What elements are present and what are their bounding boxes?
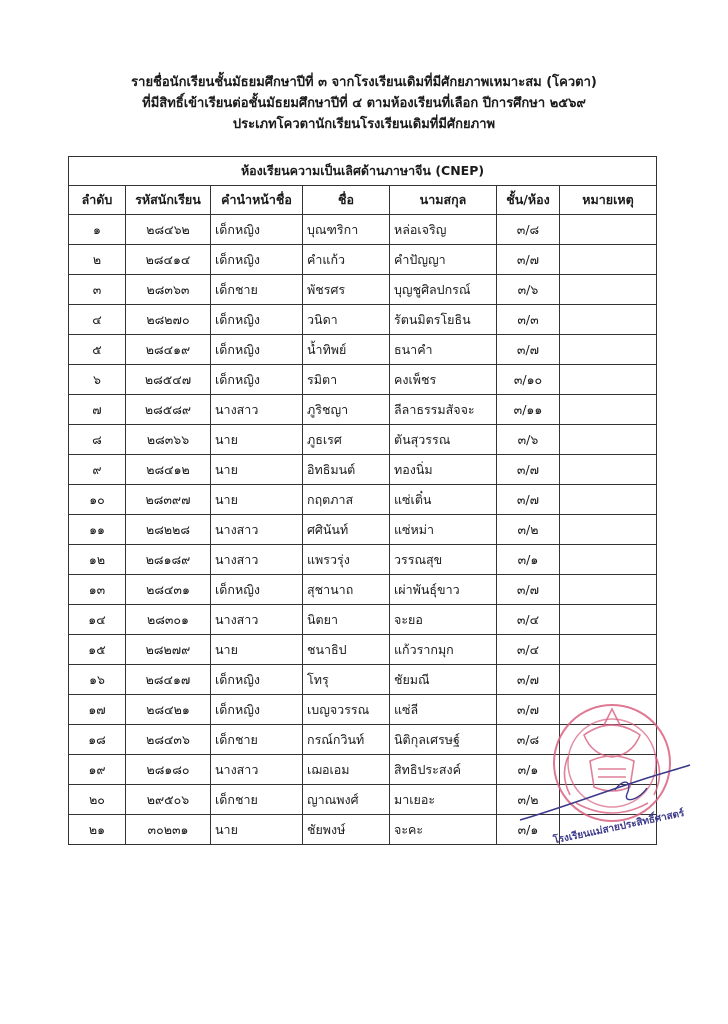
table-row [69, 275, 657, 305]
cell-surname: คำปัญญา [390, 245, 497, 275]
col-header-surname: นามสกุล [390, 186, 497, 215]
cell-prefix: เด็กหญิง [211, 575, 303, 605]
cell-class: ๓/๑๐ [497, 365, 560, 395]
cell-no: ๑๙ [69, 755, 126, 785]
cell-surname: สิทธิประสงค์ [390, 755, 497, 785]
seal-caption: โรงเรียนแม่สายประสิทธิ์ศาสตร์ [552, 807, 686, 847]
cell-first-name: แพรวรุ่ง [303, 545, 390, 575]
cell-student-id: ๒๘๕๔๗ [126, 365, 211, 395]
cell-first-name: รมิตา [303, 365, 390, 395]
cell-prefix: นางสาว [211, 395, 303, 425]
cell-no: ๖ [69, 365, 126, 395]
document-heading [0, 72, 728, 135]
cell-note [560, 665, 657, 695]
cell-no: ๑๑ [69, 515, 126, 545]
cell-surname: แซ่หม่า [390, 515, 497, 545]
cell-class: ๓/๘ [497, 215, 560, 245]
cell-class: ๓/๑ [497, 755, 560, 785]
cell-no: ๒ [69, 245, 126, 275]
cell-prefix: นาย [211, 425, 303, 455]
table-row [69, 425, 657, 455]
cell-surname: ทองนิ่ม [390, 455, 497, 485]
cell-student-id: ๒๘๒๗๙ [126, 635, 211, 665]
cell-student-id: ๒๘๒๗๐ [126, 305, 211, 335]
cell-student-id: ๒๘๔๒๑ [126, 695, 211, 725]
cell-student-id: ๒๘๔๖๒ [126, 215, 211, 245]
cell-student-id: ๒๘๔๑๙ [126, 335, 211, 365]
cell-first-name: ชนาธิป [303, 635, 390, 665]
cell-student-id: ๒๘๓๖๖ [126, 425, 211, 455]
cell-no: ๑๘ [69, 725, 126, 755]
cell-student-id: ๒๘๔๓๖ [126, 725, 211, 755]
table-row [69, 455, 657, 485]
table-row [69, 335, 657, 365]
cell-first-name: กรณ์กวินท์ [303, 725, 390, 755]
cell-first-name: เฌอเอม [303, 755, 390, 785]
cell-first-name: เบญจวรรณ [303, 695, 390, 725]
cell-no: ๒๐ [69, 785, 126, 815]
cell-student-id: ๒๘๑๘๐ [126, 755, 211, 785]
col-header-prefix: คำนำหน้าชื่อ [211, 186, 303, 215]
cell-class: ๓/๒ [497, 515, 560, 545]
table-row [69, 215, 657, 245]
table-row [69, 665, 657, 695]
cell-prefix: เด็กหญิง [211, 365, 303, 395]
cell-student-id: ๒๘๓๖๓ [126, 275, 211, 305]
cell-first-name: น้ำทิพย์ [303, 335, 390, 365]
cell-class: ๓/๑ [497, 815, 560, 845]
table-row [69, 605, 657, 635]
cell-note [560, 365, 657, 395]
cell-prefix: เด็กหญิง [211, 695, 303, 725]
cell-first-name: ศศินันท์ [303, 515, 390, 545]
table-row [69, 365, 657, 395]
cell-no: ๔ [69, 305, 126, 335]
cell-prefix: นาย [211, 815, 303, 845]
cell-student-id: ๒๘๒๒๘ [126, 515, 211, 545]
cell-class: ๓/๗ [497, 575, 560, 605]
cell-prefix: นางสาว [211, 545, 303, 575]
cell-surname: ธนาคำ [390, 335, 497, 365]
table-row [69, 305, 657, 335]
cell-prefix: นาย [211, 485, 303, 515]
cell-first-name: ภูริชญา [303, 395, 390, 425]
cell-surname: ชัยมณี [390, 665, 497, 695]
cell-class: ๓/๗ [497, 485, 560, 515]
cell-note [560, 335, 657, 365]
col-header-note: หมายเหตุ [560, 186, 657, 215]
cell-no: ๑๒ [69, 545, 126, 575]
cell-first-name: กฤตภาส [303, 485, 390, 515]
cell-note [560, 545, 657, 575]
cell-surname: รัตนมิตรโยธิน [390, 305, 497, 335]
cell-surname: ตันสุวรรณ [390, 425, 497, 455]
cell-no: ๑๐ [69, 485, 126, 515]
cell-student-id: ๒๘๑๘๙ [126, 545, 211, 575]
cell-surname: เผ่าพันธุ์ขาว [390, 575, 497, 605]
table-row [69, 515, 657, 545]
cell-class: ๓/๗ [497, 335, 560, 365]
cell-note [560, 245, 657, 275]
table-row [69, 395, 657, 425]
cell-prefix: เด็กหญิง [211, 335, 303, 365]
cell-student-id: ๒๘๔๑๗ [126, 665, 211, 695]
cell-class: ๓/๗ [497, 665, 560, 695]
cell-surname: มาเยอะ [390, 785, 497, 815]
cell-no: ๑๖ [69, 665, 126, 695]
cell-surname: บุญชูศิลปกรณ์ [390, 275, 497, 305]
cell-first-name: สุชานาถ [303, 575, 390, 605]
cell-surname: แซ่ลี [390, 695, 497, 725]
cell-no: ๕ [69, 335, 126, 365]
cell-note [560, 515, 657, 545]
table-row [69, 485, 657, 515]
cell-student-id: ๓๐๒๓๑ [126, 815, 211, 845]
cell-first-name: บุณฑริกา [303, 215, 390, 245]
cell-note [560, 575, 657, 605]
table-row [69, 575, 657, 605]
cell-surname: คงเพ็ชร [390, 365, 497, 395]
cell-prefix: เด็กหญิง [211, 245, 303, 275]
cell-prefix: นางสาว [211, 515, 303, 545]
cell-no: ๑๓ [69, 575, 126, 605]
cell-no: ๑๗ [69, 695, 126, 725]
cell-first-name: คำแก้ว [303, 245, 390, 275]
cell-first-name: อิทธิมนต์ [303, 455, 390, 485]
cell-first-name: พัชรศร [303, 275, 390, 305]
cell-student-id: ๒๙๕๐๖ [126, 785, 211, 815]
cell-note [560, 215, 657, 245]
cell-prefix: นาย [211, 635, 303, 665]
cell-no: ๑ [69, 215, 126, 245]
cell-note [560, 635, 657, 665]
cell-class: ๓/๓ [497, 305, 560, 335]
cell-class: ๓/๗ [497, 455, 560, 485]
cell-prefix: เด็กหญิง [211, 305, 303, 335]
cell-prefix: นาย [211, 455, 303, 485]
cell-first-name: ภูธเรศ [303, 425, 390, 455]
table-title: ห้องเรียนความเป็นเลิศด้านภาษาจีน (CNEP) [69, 157, 657, 186]
cell-student-id: ๒๘๕๘๙ [126, 395, 211, 425]
cell-first-name: โทรุ [303, 665, 390, 695]
cell-class: ๓/๖ [497, 425, 560, 455]
table-row [69, 635, 657, 665]
cell-surname: ลีลาธรรมสัจจะ [390, 395, 497, 425]
cell-class: ๓/๒ [497, 785, 560, 815]
cell-no: ๒๑ [69, 815, 126, 845]
col-header-no: ลำดับ [69, 186, 126, 215]
cell-prefix: นางสาว [211, 755, 303, 785]
cell-student-id: ๒๘๔๓๑ [126, 575, 211, 605]
cell-student-id: ๒๘๓๙๗ [126, 485, 211, 515]
heading-line-1: รายชื่อนักเรียนชั้นมัธยมศึกษาปีที่ ๓ จากโรงเรียนเดิมที่มีศักยภาพเหมาะสม (โควตา) [131, 75, 597, 90]
cell-first-name: ชัยพงษ์ [303, 815, 390, 845]
cell-no: ๗ [69, 395, 126, 425]
table-row [69, 545, 657, 575]
cell-class: ๓/๗ [497, 695, 560, 725]
col-header-class: ชั้น/ห้อง [497, 186, 560, 215]
cell-note [560, 485, 657, 515]
cell-no: ๑๕ [69, 635, 126, 665]
cell-prefix: เด็กชาย [211, 725, 303, 755]
cell-surname: นิติกุลเศรษฐ์ [390, 725, 497, 755]
cell-surname: วรรณสุข [390, 545, 497, 575]
cell-note [560, 395, 657, 425]
heading-line-3: ประเภทโควตานักเรียนโรงเรียนเดิมที่มีศักยภาพ [232, 117, 496, 132]
cell-surname: จะยอ [390, 605, 497, 635]
cell-note [560, 275, 657, 305]
cell-class: ๓/๗ [497, 245, 560, 275]
cell-class: ๓/๔ [497, 605, 560, 635]
cell-no: ๓ [69, 275, 126, 305]
cell-note [560, 305, 657, 335]
cell-student-id: ๒๘๔๑๒ [126, 455, 211, 485]
cell-first-name: ญาณพงศ์ [303, 785, 390, 815]
cell-first-name: วนิดา [303, 305, 390, 335]
col-header-first-name: ชื่อ [303, 186, 390, 215]
cell-prefix: เด็กหญิง [211, 215, 303, 245]
cell-no: ๑๔ [69, 605, 126, 635]
cell-class: ๓/๑ [497, 545, 560, 575]
cell-note [560, 425, 657, 455]
cell-first-name: นิตยา [303, 605, 390, 635]
cell-prefix: เด็กหญิง [211, 665, 303, 695]
cell-class: ๓/๖ [497, 275, 560, 305]
table-row [69, 245, 657, 275]
cell-prefix: เด็กชาย [211, 275, 303, 305]
heading-line-2: ที่มีสิทธิ์เข้าเรียนต่อชั้นมัธยมศึกษาปีที่ ๔ ตามห้องเรียนที่เลือก ปีการศึกษา ๒๕๖๙ [142, 96, 586, 111]
cell-surname: จะคะ [390, 815, 497, 845]
cell-student-id: ๒๘๔๑๔ [126, 245, 211, 275]
cell-note [560, 605, 657, 635]
cell-prefix: เด็กชาย [211, 785, 303, 815]
cell-no: ๘ [69, 425, 126, 455]
cell-prefix: นางสาว [211, 605, 303, 635]
cell-student-id: ๒๘๓๐๑ [126, 605, 211, 635]
cell-class: ๓/๑๑ [497, 395, 560, 425]
col-header-student-id: รหัสนักเรียน [126, 186, 211, 215]
cell-class: ๓/๘ [497, 725, 560, 755]
cell-surname: แก้วรากมุก [390, 635, 497, 665]
cell-surname: หล่อเจริญ [390, 215, 497, 245]
cell-surname: แซ่เติ๋น [390, 485, 497, 515]
cell-no: ๙ [69, 455, 126, 485]
cell-note [560, 455, 657, 485]
cell-class: ๓/๔ [497, 635, 560, 665]
